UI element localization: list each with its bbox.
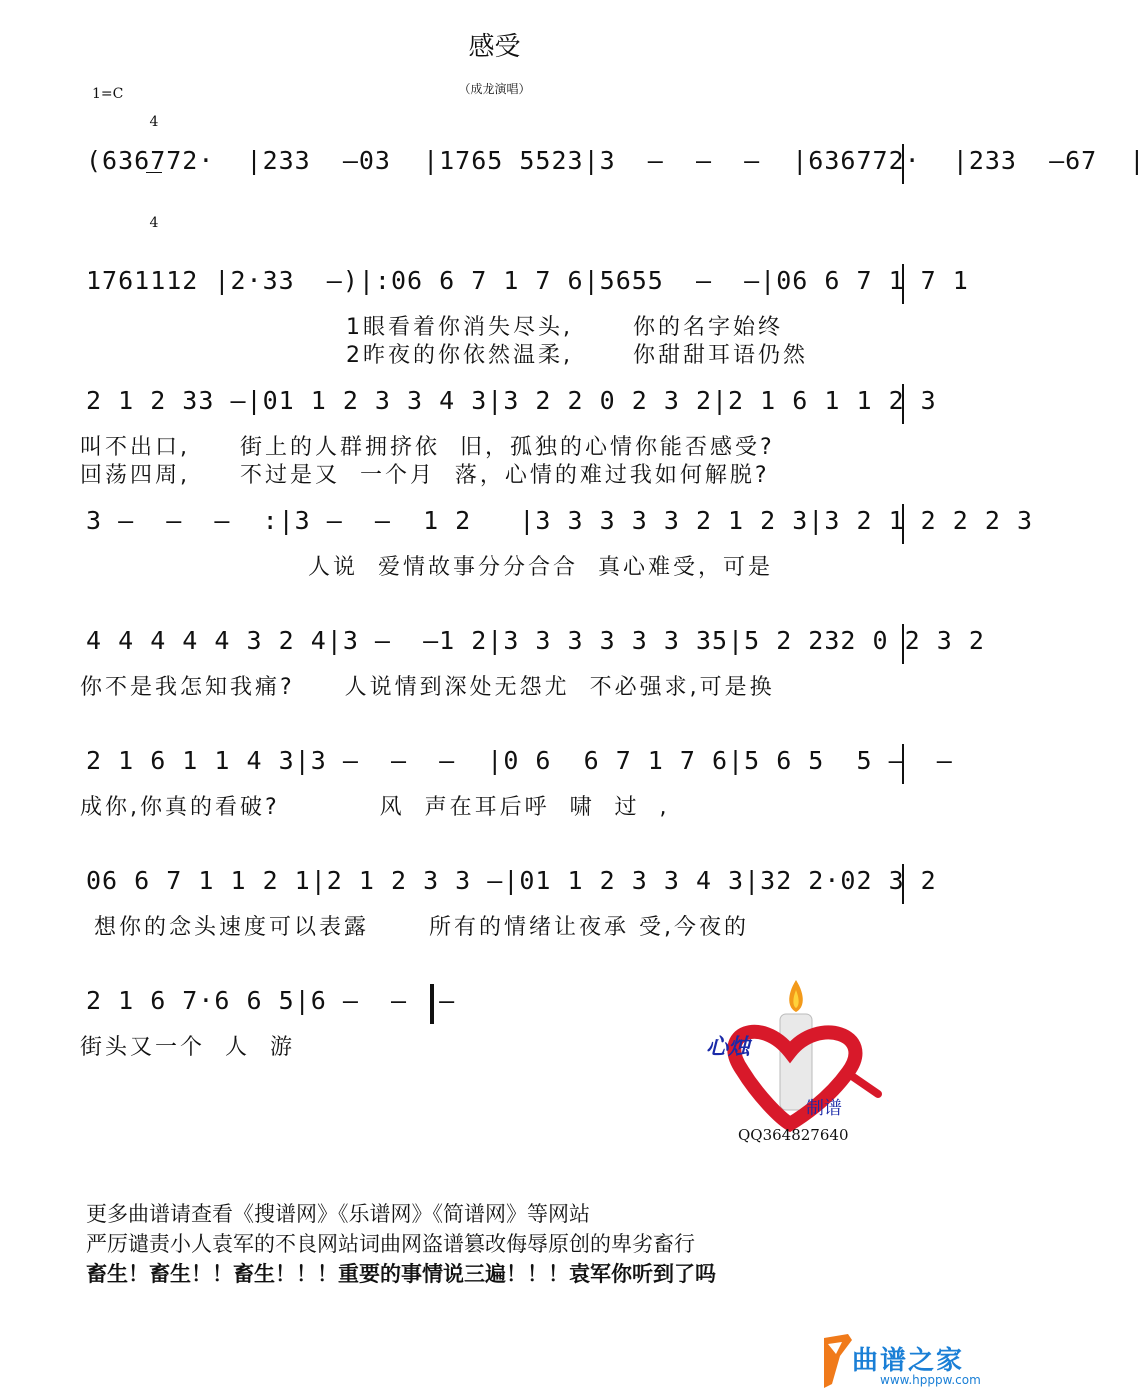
bar-line — [902, 624, 904, 664]
score-line-8: 2 1 6 7·6 6 5|6 – – – — [86, 986, 456, 1015]
song-title: 感受 — [468, 32, 521, 62]
score-line-5: 4 4 4 4 4 3 2 4|3 – –1 2|3 3 3 3 3 3 35|5 2 232 0 2 3 2 — [86, 626, 985, 655]
footer-line-3: 畜生！畜生！！畜生！！！重要的事情说三遍！！！袁军你听到了吗 — [86, 1262, 716, 1286]
lyric-line-3-verse-1: 叫不出口, 街上的人群拥挤依 旧，孤独的心情你能否感受? — [80, 435, 775, 460]
score-line-6: 2 1 6 1 1 4 3|3 – – – |0 6 6 7 1 7 6|5 6 5 5 – – — [86, 746, 953, 775]
singer-credit: （成龙演唱） — [458, 82, 531, 96]
lyric-line-4: 人说 爱情故事分分合合 真心难受，可是 — [308, 555, 773, 580]
lyric-line-5: 你不是我怎知我痛? 人说情到深处无怨尤 不必强求,可是换 — [80, 675, 775, 700]
bar-line — [902, 744, 904, 784]
badge-text: 心烛 — [706, 1035, 751, 1060]
lyric-line-8: 街头又一个 人 游 — [80, 1035, 295, 1060]
final-bar-line — [430, 984, 434, 1024]
lyric-line-7: 想你的念头速度可以表露 所有的情绪让夜承 受,今夜的 — [94, 915, 749, 940]
lyric-line-3-verse-2: 回荡四周, 不过是又 一个月 落，心情的难过我如何解脱? — [80, 463, 770, 488]
score-line-4: 3 – – – :|3 – – 1 2 |3 3 3 3 3 2 1 2 3|3 2 1 2 2 2 3 — [86, 506, 1034, 535]
score-line-1: (636772· |233 –03 |1765 5523|3 – – – |636772· |233 –67 | — [86, 146, 1145, 175]
footer-line-1: 更多曲谱请查看《搜谱网》《乐谱网》《简谱网》等网站 — [86, 1202, 590, 1226]
bar-line — [902, 504, 904, 544]
key-signature: 1=C — [92, 86, 124, 102]
time-bottom: 4 — [149, 215, 159, 231]
lyric-line-2-verse-1: 1眼看着你消失尽头, 你的名字始终 — [346, 315, 783, 340]
score-line-7: 06 6 7 1 1 2 1|2 1 2 3 3 –|01 1 2 3 3 4 3|32 2·02 3 2 — [86, 866, 937, 895]
badge-qq: QQ364827640 — [738, 1126, 849, 1144]
bar-line — [902, 144, 904, 184]
bar-line — [902, 384, 904, 424]
lyric-line-2-verse-2: 2昨夜的你依然温柔, 你甜甜耳语仍然 — [346, 343, 808, 368]
footer-line-2: 严厉谴责小人袁军的不良网站词曲网盗谱篡改侮辱原创的卑劣畜行 — [86, 1232, 695, 1256]
watermark-url: www.hpppw.com — [880, 1373, 981, 1387]
badge-subtext: 制谱 — [806, 1098, 842, 1119]
watermark-brand: 曲谱之家 — [852, 1346, 965, 1376]
bar-line — [902, 864, 904, 904]
bar-line — [902, 264, 904, 304]
lyric-line-6: 成你,你真的看破? 风 声在耳后呼 啸 过 , — [80, 795, 670, 820]
time-top: 4 — [149, 114, 159, 130]
candle-heart-logo — [706, 972, 886, 1152]
score-line-2: 1761112 |2·33 –)|:06 6 7 1 7 6|5655 – –|06 6 7 1 7 1 — [86, 266, 969, 295]
score-line-3: 2 1 2 33 –|01 1 2 3 3 4 3|3 2 2 0 2 3 2|2 1 6 1 1 2 3 — [86, 386, 937, 415]
